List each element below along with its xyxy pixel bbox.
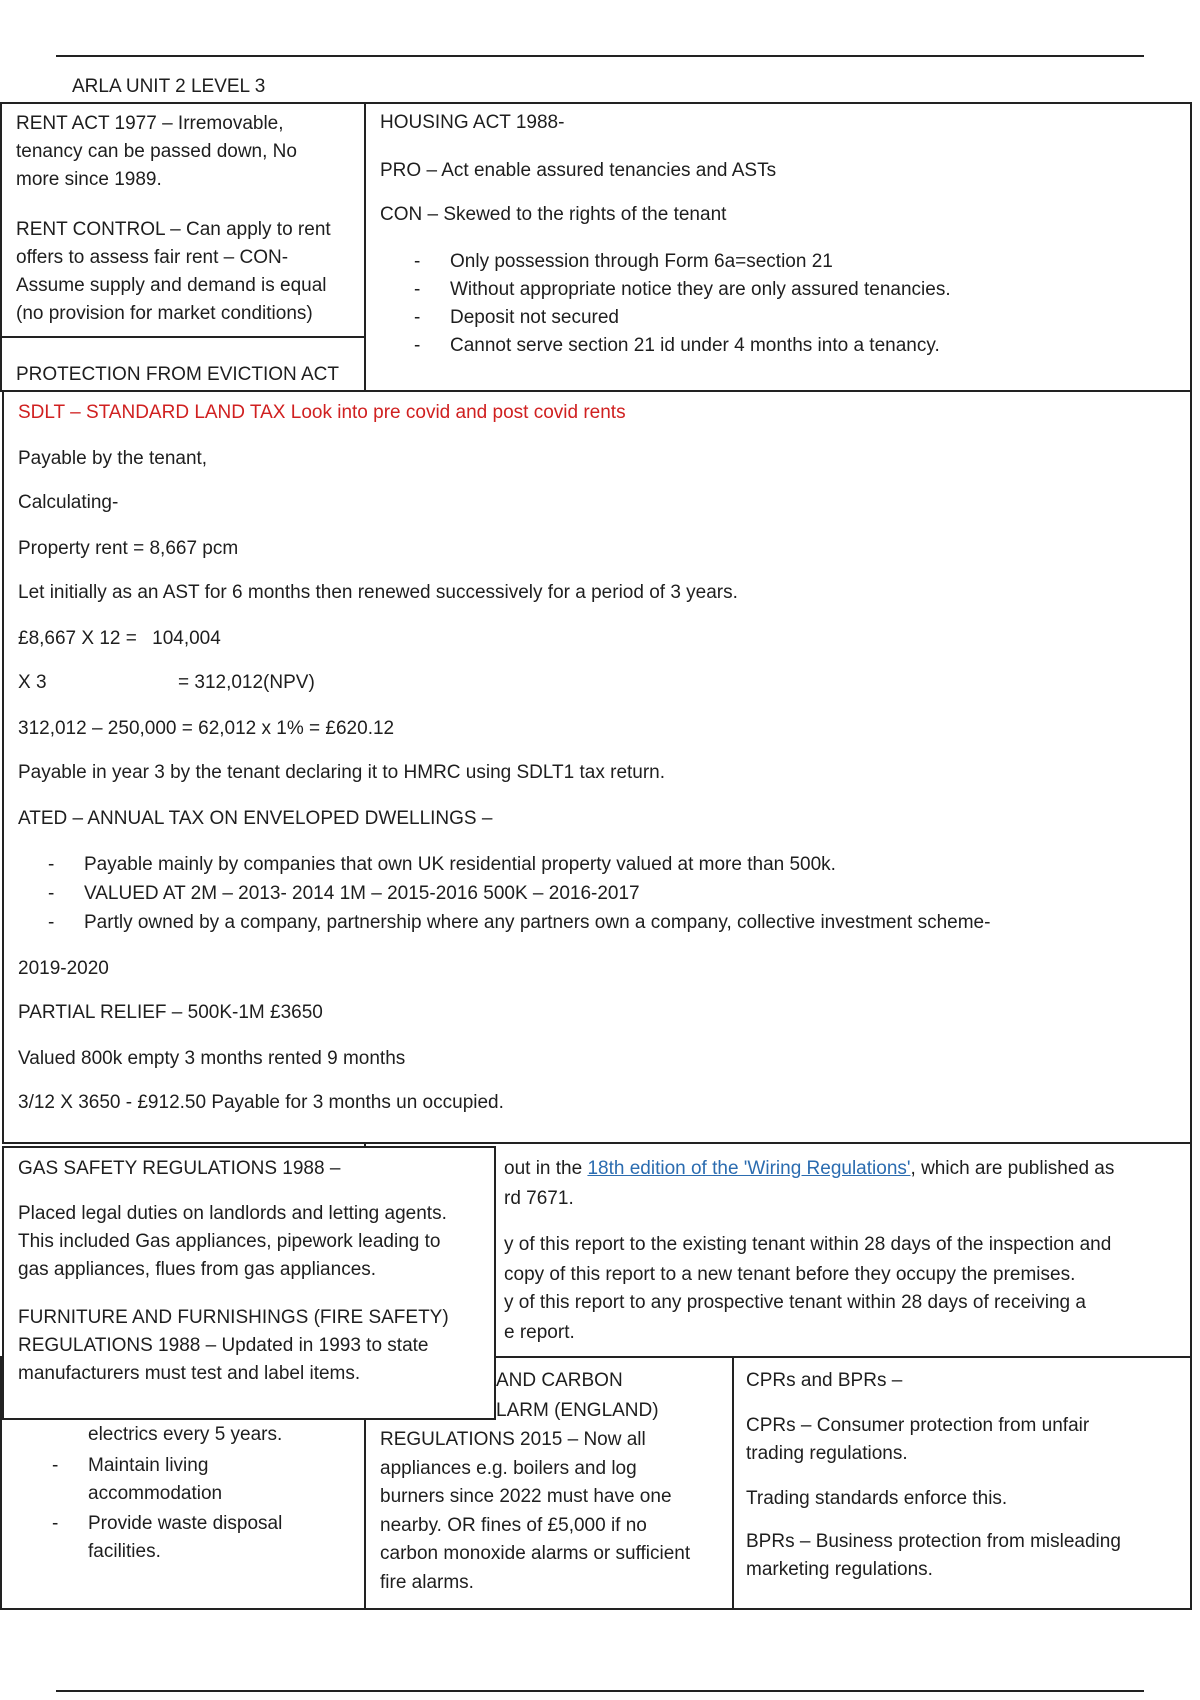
partial-relief: PARTIAL RELIEF – 500K-1M £3650 bbox=[18, 1002, 323, 1023]
sdlt-property-rent: Property rent = 8,667 pcm bbox=[18, 538, 239, 559]
cprs-line: trading regulations. bbox=[746, 1443, 908, 1464]
electrical-line-3: y of this report to the existing tenant within 28 days of the inspection and bbox=[504, 1234, 1112, 1255]
housing-act-pro: PRO – Act enable assured tenancies and ASTs bbox=[380, 160, 777, 181]
cprs-box bbox=[732, 1356, 1192, 1610]
bullet-item: - Cannot serve section 21 id under 4 months into a tenancy. bbox=[414, 332, 951, 360]
housing-act-title: HOUSING ACT 1988- bbox=[380, 112, 565, 133]
sdlt-title: SDLT – STANDARD LAND TAX Look into pre covid and post covid rents bbox=[18, 402, 626, 423]
sdlt-calculating: Calculating- bbox=[18, 492, 119, 513]
bullet-item: - Deposit not secured bbox=[414, 304, 951, 332]
bullet-item: - Payable mainly by companies that own UK residential property valued at more than 500k. bbox=[48, 850, 990, 879]
smoke-line: appliances e.g. boilers and log bbox=[380, 1457, 637, 1479]
rent-act-title bbox=[16, 110, 297, 194]
bprs-line: marketing regulations. bbox=[746, 1559, 933, 1580]
eviction-box bbox=[0, 336, 366, 392]
bprs-line: BPRs – Business protection from misleading bbox=[746, 1531, 1121, 1552]
smoke-line: REGULATIONS 2015 – Now all bbox=[380, 1429, 646, 1450]
ated-valued: Valued 800k empty 3 months rented 9 months bbox=[18, 1048, 406, 1069]
bprs-text bbox=[746, 1528, 1121, 1584]
bullet-line: facilities. bbox=[88, 1541, 161, 1562]
trading-standards: Trading standards enforce this. bbox=[746, 1488, 1008, 1509]
landlord-bullets bbox=[52, 1452, 282, 1566]
ated-year: 2019-2020 bbox=[18, 958, 109, 979]
page-title: ARLA UNIT 2 LEVEL 3 bbox=[72, 76, 266, 97]
cprs-text bbox=[746, 1412, 1089, 1468]
smoke-text bbox=[380, 1426, 690, 1597]
bullet-item: - Only possession through Form 6a=section 21 bbox=[414, 248, 951, 276]
smoke-line-2: LARM (ENGLAND) bbox=[496, 1400, 659, 1421]
bullet-line: accommodation bbox=[88, 1483, 223, 1504]
calc-right: 104,004 bbox=[152, 628, 221, 649]
sdlt-calc-2-left: X 3 bbox=[18, 672, 47, 693]
sdlt-payable: Payable by the tenant, bbox=[18, 448, 208, 469]
smoke-line: fire alarms. bbox=[380, 1571, 474, 1593]
furniture-regulations bbox=[18, 1304, 449, 1388]
rent-act-line: more since 1989. bbox=[16, 169, 162, 190]
furniture-line: manufacturers must test and label items. bbox=[18, 1363, 361, 1384]
smoke-line: burners since 2022 must have one bbox=[380, 1486, 672, 1507]
rent-act-line: tenancy can be passed down, No bbox=[16, 141, 297, 162]
bullet-item: - Partly owned by a company, partnership where any partners own a company, collective investment scheme- bbox=[48, 908, 990, 937]
bullet-line: - Maintain living bbox=[88, 1455, 209, 1476]
ated-bullets bbox=[48, 850, 990, 937]
cprs-title: CPRs and BPRs – bbox=[746, 1370, 903, 1391]
ated-title: ATED – ANNUAL TAX ON ENVELOPED DWELLINGS – bbox=[18, 808, 493, 829]
sdlt-box bbox=[2, 390, 1192, 1144]
electrical-line-5: y of this report to any prospective tenant within 28 days of receiving a bbox=[504, 1292, 1086, 1313]
electrical-line-4: copy of this report to a new tenant before they occupy the premises. bbox=[504, 1264, 1076, 1285]
bullet-item: - VALUED AT 2M – 2013- 2014 1M – 2015-2016 500K – 2016-2017 bbox=[48, 879, 990, 908]
rent-control-line: Assume supply and demand is equal bbox=[16, 275, 327, 296]
bottom-rule bbox=[56, 1690, 1144, 1692]
furniture-line: REGULATIONS 1988 – Updated in 1993 to state bbox=[18, 1335, 429, 1356]
sdlt-let-initially: Let initially as an AST for 6 months then renewed successively for a period of 3 years. bbox=[18, 582, 738, 603]
furniture-line: FURNITURE AND FURNISHINGS (FIRE SAFETY) bbox=[18, 1307, 449, 1328]
gas-line: gas appliances, flues from gas appliances. bbox=[18, 1259, 377, 1280]
electrical-line-6: e report. bbox=[504, 1322, 575, 1343]
sdlt-calc-1 bbox=[18, 626, 221, 653]
sdlt-payable-year3: Payable in year 3 by the tenant declaring it to HMRC using SDLT1 tax return. bbox=[18, 762, 666, 783]
ated-calc-4: 3/12 X 3650 - £912.50 Payable for 3 months un occupied. bbox=[18, 1092, 504, 1113]
bullet-item bbox=[52, 1452, 282, 1508]
gas-line: This included Gas appliances, pipework leading to bbox=[18, 1231, 441, 1252]
housing-act-con: CON – Skewed to the rights of the tenant bbox=[380, 204, 727, 225]
rent-control-text bbox=[16, 216, 331, 328]
gas-duties bbox=[18, 1200, 447, 1284]
landlord-line-1: electrics every 5 years. bbox=[88, 1424, 283, 1445]
rent-control-line: RENT CONTROL – Can apply to rent bbox=[16, 219, 331, 240]
bullet-line: - Provide waste disposal bbox=[88, 1513, 283, 1534]
housing-act-bullets bbox=[414, 248, 951, 360]
electrical-text: out in the bbox=[504, 1158, 588, 1179]
gas-safety-box bbox=[2, 1146, 496, 1420]
top-rule bbox=[56, 55, 1144, 57]
rent-act-box bbox=[0, 102, 366, 338]
sdlt-calc-3: 312,012 – 250,000 = 62,012 x 1% = £620.12 bbox=[18, 718, 395, 739]
housing-act-box bbox=[364, 102, 1192, 392]
rent-act-line: RENT ACT 1977 – Irremovable, bbox=[16, 113, 284, 134]
smoke-line: nearby. OR fines of £5,000 if no bbox=[380, 1514, 647, 1536]
smoke-line: carbon monoxide alarms or sufficient bbox=[380, 1543, 691, 1564]
gas-title: GAS SAFETY REGULATIONS 1988 – bbox=[18, 1158, 341, 1179]
gas-line: Placed legal duties on landlords and letting agents. bbox=[18, 1203, 447, 1224]
electrical-line-2: rd 7671. bbox=[504, 1188, 574, 1209]
sdlt-calc-2-right: = 312,012(NPV) bbox=[178, 672, 315, 693]
rent-control-line: offers to assess fair rent – CON- bbox=[16, 247, 289, 268]
bullet-item bbox=[52, 1510, 282, 1566]
calc-left: £8,667 X 12 = bbox=[18, 628, 137, 649]
smoke-line-1: AND CARBON bbox=[496, 1370, 623, 1391]
electrical-text: , which are published as bbox=[910, 1158, 1115, 1179]
cprs-line: CPRs – Consumer protection from unfair bbox=[746, 1415, 1090, 1436]
wiring-regulations-link[interactable]: 18th edition of the 'Wiring Regulations' bbox=[587, 1158, 911, 1179]
electrical-line-1 bbox=[504, 1156, 1114, 1183]
eviction-title: PROTECTION FROM EVICTION ACT bbox=[16, 364, 340, 385]
rent-control-line: (no provision for market conditions) bbox=[16, 303, 313, 324]
bullet-item: - Without appropriate notice they are only assured tenancies. bbox=[414, 276, 951, 304]
